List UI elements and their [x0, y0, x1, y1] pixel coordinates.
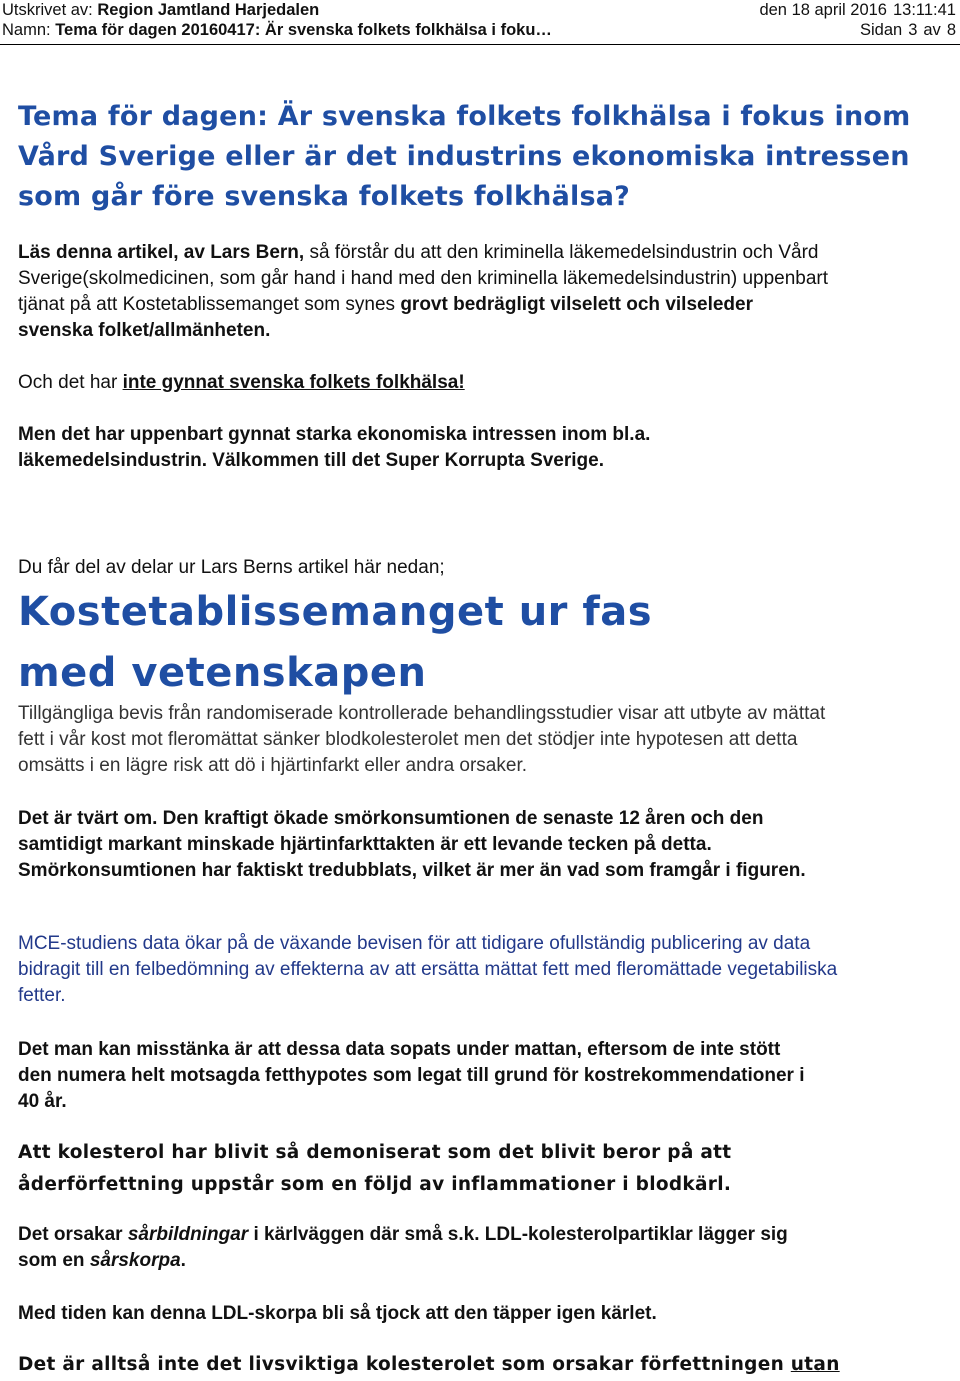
- och-text: Och det har: [18, 372, 123, 393]
- page-of: av: [923, 21, 941, 39]
- orsakar-text: i kärlväggen där små s.k. LDL-kolesterolpartiklar lägger sig: [248, 1224, 788, 1245]
- tvart-om-paragraph: [18, 806, 943, 884]
- orsakar-italic: sårbildningar: [127, 1224, 249, 1245]
- men-line: Men det har uppenbart gynnat starka ekonomiska intressen inom bl.a.: [18, 424, 651, 445]
- kolesterol-line: Att kolesterol har blivit så demoniserat som det blivit beror på att: [18, 1142, 732, 1163]
- intro-lead: Läs denna artikel, av Lars Bern,: [18, 242, 305, 263]
- page-total: 8: [946, 21, 956, 39]
- title-line: Vård Sverige eller är det industrins ekonomiska intressen: [18, 141, 910, 172]
- men-line: läkemedelsindustrin. Välkommen till det Super Korrupta Sverige.: [18, 450, 604, 471]
- med-tiden-line: Med tiden kan denna LDL-skorpa bli så tjock att den täpper igen kärlet.: [18, 1303, 657, 1324]
- print-date: den 18 april 2016: [759, 1, 887, 19]
- printed-by-label: Utskrivet av:: [2, 1, 93, 19]
- article-heading-line: Kostetablissemanget ur fas: [18, 589, 653, 635]
- och-paragraph: [18, 370, 943, 396]
- document-name: Tema för dagen 20160417: Är svenska folkets folkhälsa i foku…: [55, 21, 552, 39]
- orsakar-text: .: [180, 1250, 186, 1271]
- kolesterol-paragraph: [18, 1137, 943, 1201]
- alltsa-text: Det är alltså inte det livsviktiga kolesterolet som orsakar förfettningen: [18, 1354, 791, 1375]
- page-current: 3: [908, 21, 918, 39]
- misstanka-line: den numera helt motsagda fetthypotes som legat till grund för kostrekommendationer i: [18, 1065, 805, 1086]
- article-heading-line: med vetenskapen: [18, 650, 427, 696]
- tvart-om-line: Det är tvärt om. Den kraftigt ökade smörkonsumtionen de senaste 12 åren och den: [18, 808, 764, 829]
- orsakar-text: som en: [18, 1250, 90, 1271]
- print-header-row-1: [2, 0, 956, 21]
- du-far-line: Du får del av delar ur Lars Berns artikel här nedan;: [18, 557, 445, 578]
- intro-text: tjänat på att Kostetablissemanget som synes: [18, 294, 401, 315]
- intro-text: Sverige(skolmedicinen, som går hand i hand med den kriminella läkemedelsindustrin) uppenbart: [18, 268, 829, 289]
- intro-emphasis: svenska folket/allmänheten.: [18, 320, 271, 341]
- tvart-om-line: Smörkonsumtionen har faktiskt tredubblats, vilket är mer än vad som framgår i figuren.: [18, 860, 806, 881]
- och-emphasis: inte gynnat svenska folkets folkhälsa!: [122, 372, 465, 393]
- print-time: 13:11:41: [892, 1, 956, 19]
- kolesterol-line: åderförfettning uppstår som en följd av inflammationer i blodkärl.: [18, 1174, 732, 1195]
- tvart-om-line: samtidigt markant minskade hjärtinfarkttakten är ett levande tecken på detta.: [18, 834, 712, 855]
- page-indicator: [860, 20, 956, 41]
- orsakar-italic: sårskorpa: [89, 1250, 181, 1271]
- print-header: [0, 0, 960, 45]
- orsakar-paragraph: [18, 1222, 943, 1274]
- page-title: [18, 97, 943, 217]
- page-label: Sidan: [859, 21, 903, 39]
- men-paragraph: [18, 422, 943, 474]
- mce-line: fetter.: [18, 985, 66, 1006]
- intro-paragraph: [18, 240, 943, 344]
- mce-line: MCE-studiens data ökar på de växande bevisen för att tidigare ofullständig publicering av data: [18, 933, 811, 954]
- tillgangliga-paragraph: [18, 701, 943, 779]
- print-datetime: [759, 0, 956, 21]
- title-line: som går före svenska folkets folkhälsa?: [18, 181, 631, 212]
- mce-line: bidragit till en felbedömning av effekterna av att ersätta mättat fett med fleromättade vegetabiliska: [18, 959, 838, 980]
- tillgangliga-line: omsätts i en lägre risk att dö i hjärtinfarkt eller andra orsaker.: [18, 755, 528, 776]
- intro-text: så förstår du att den kriminella läkemedelsindustrin och Vård: [304, 242, 819, 263]
- printed-by-value: Region Jamtland Harjedalen: [97, 1, 320, 19]
- mce-paragraph: [18, 931, 943, 1009]
- misstanka-line: 40 år.: [18, 1091, 67, 1112]
- title-line: Tema för dagen: Är svenska folkets folkhälsa i fokus inom: [18, 101, 911, 132]
- orsakar-text: Det orsakar: [18, 1224, 128, 1245]
- tillgangliga-line: Tillgängliga bevis från randomiserade kontrollerade behandlingsstudier visar att utbyte av mättat: [18, 703, 826, 724]
- misstanka-paragraph: [18, 1037, 943, 1115]
- misstanka-line: Det man kan misstänka är att dessa data sopats under mattan, eftersom de inte stött: [18, 1039, 781, 1060]
- name-label: Namn:: [2, 21, 51, 39]
- intro-emphasis: grovt bedrägligt vilselett och vilseleder: [400, 294, 753, 315]
- alltsa-underlined: utan: [790, 1354, 840, 1375]
- article-heading: [18, 582, 943, 704]
- alltsa-line: [18, 1349, 943, 1381]
- tillgangliga-line: fett i vår kost mot fleromättat sänker blodkolesterolet men det stödjer inte hypotesen att detta: [18, 729, 798, 750]
- print-header-row-2: [2, 20, 956, 41]
